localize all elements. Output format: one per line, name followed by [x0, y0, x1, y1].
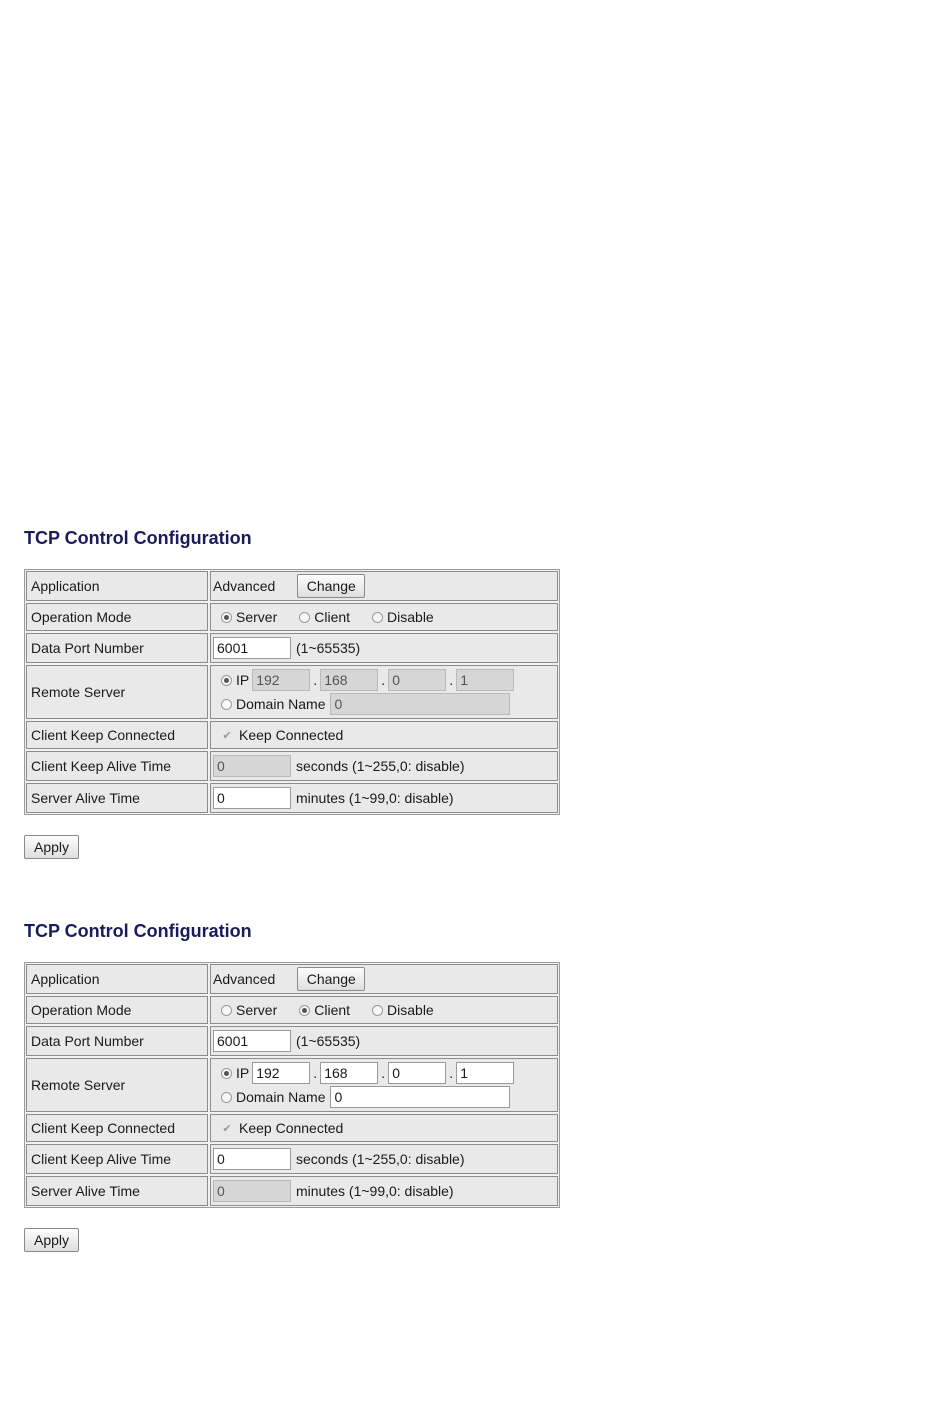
- domain-line: [213, 692, 510, 716]
- domain-line: [213, 1085, 510, 1109]
- server-alive-hint: minutes (1~99,0: disable): [296, 790, 454, 806]
- client-keep-alive-input[interactable]: 0: [213, 1148, 291, 1170]
- row-server-alive: [26, 783, 558, 813]
- client-keep-connected-label: Client Keep Connected: [26, 1114, 208, 1142]
- mode-disable-option[interactable]: [364, 609, 434, 625]
- client-keep-alive-hint: seconds (1~255,0: disable): [296, 758, 465, 774]
- remote-server-cell: [210, 1058, 558, 1112]
- radio-domain[interactable]: [221, 1092, 232, 1103]
- mode-client-label: Client: [314, 1002, 351, 1018]
- remote-server-cell: [210, 665, 558, 719]
- client-keep-alive-label: Client Keep Alive Time: [26, 1144, 208, 1174]
- panel-title: TCP Control Configuration: [24, 528, 252, 548]
- row-operation-mode: [26, 996, 558, 1024]
- radio-disable[interactable]: [372, 1005, 383, 1016]
- ip-separator: .: [449, 672, 454, 688]
- ip-separator: .: [313, 672, 318, 688]
- config-table: [24, 569, 560, 815]
- mode-server-label: Server: [236, 1002, 278, 1018]
- mode-disable-option[interactable]: [364, 1002, 434, 1018]
- mode-server-label: Server: [236, 609, 278, 625]
- server-alive-cell: [210, 783, 558, 813]
- ip-label: IP: [236, 672, 250, 688]
- client-keep-alive-label: Client Keep Alive Time: [26, 751, 208, 781]
- server-alive-cell: [210, 1176, 558, 1206]
- radio-server[interactable]: [221, 612, 232, 623]
- panel-title: TCP Control Configuration: [24, 921, 252, 941]
- data-port-input[interactable]: 6001: [213, 1030, 291, 1052]
- row-data-port: [26, 1026, 558, 1056]
- remote-server-label: Remote Server: [26, 665, 208, 719]
- checkmark-icon[interactable]: ✔: [222, 1122, 232, 1135]
- client-keep-connected-label: Client Keep Connected: [26, 721, 208, 749]
- row-client-keep-connected: [26, 721, 558, 749]
- operation-mode-options: [210, 603, 558, 631]
- data-port-input[interactable]: 6001: [213, 637, 291, 659]
- application-value: Advanced: [213, 578, 276, 594]
- application-label: Application: [26, 571, 208, 601]
- mode-client-label: Client: [314, 609, 351, 625]
- row-client-keep-connected: [26, 1114, 558, 1142]
- client-keep-connected-cell: [210, 1114, 558, 1142]
- config-table: [24, 962, 560, 1208]
- apply-button[interactable]: Apply: [24, 835, 79, 859]
- data-port-label: Data Port Number: [26, 633, 208, 663]
- row-client-keep-alive: [26, 1144, 558, 1174]
- ip-separator: .: [381, 672, 386, 688]
- row-remote-server: [26, 665, 558, 719]
- domain-label: Domain Name: [236, 1089, 326, 1105]
- client-keep-connected-cell: [210, 721, 558, 749]
- data-port-label: Data Port Number: [26, 1026, 208, 1056]
- ip-separator: .: [449, 1065, 454, 1081]
- remote-server-label: Remote Server: [26, 1058, 208, 1112]
- ip-separator: .: [381, 1065, 386, 1081]
- ip-line: [213, 1061, 514, 1085]
- server-alive-label: Server Alive Time: [26, 783, 208, 813]
- radio-ip[interactable]: [221, 1068, 232, 1079]
- data-port-cell: [210, 633, 558, 663]
- data-port-hint: (1~65535): [296, 1033, 361, 1049]
- tcp-config-panel-client: [24, 919, 564, 1252]
- row-application: [26, 964, 558, 994]
- ip-octet-4[interactable]: 1: [456, 669, 514, 691]
- mode-disable-label: Disable: [387, 1002, 434, 1018]
- domain-input[interactable]: 0: [330, 693, 510, 715]
- radio-domain[interactable]: [221, 699, 232, 710]
- client-keep-alive-input[interactable]: 0: [213, 755, 291, 777]
- client-keep-alive-cell: [210, 1144, 558, 1174]
- ip-octet-2[interactable]: 168: [320, 1062, 378, 1084]
- row-application: [26, 571, 558, 601]
- data-port-cell: [210, 1026, 558, 1056]
- server-alive-label: Server Alive Time: [26, 1176, 208, 1206]
- tcp-config-panel-server: [24, 526, 564, 859]
- radio-client[interactable]: [299, 1005, 310, 1016]
- operation-mode-label: Operation Mode: [26, 996, 208, 1024]
- row-data-port: [26, 633, 558, 663]
- ip-octet-3[interactable]: 0: [388, 669, 446, 691]
- checkmark-icon[interactable]: ✔: [222, 729, 232, 742]
- change-button[interactable]: Change: [297, 967, 365, 991]
- row-server-alive: [26, 1176, 558, 1206]
- keep-connected-label: Keep Connected: [239, 727, 344, 743]
- data-port-hint: (1~65535): [296, 640, 361, 656]
- ip-octet-4[interactable]: 1: [456, 1062, 514, 1084]
- radio-server[interactable]: [221, 1005, 232, 1016]
- radio-disable[interactable]: [372, 612, 383, 623]
- radio-client[interactable]: [299, 612, 310, 623]
- apply-button[interactable]: Apply: [24, 1228, 79, 1252]
- client-keep-alive-cell: [210, 751, 558, 781]
- row-operation-mode: [26, 603, 558, 631]
- ip-octet-1[interactable]: 192: [252, 1062, 310, 1084]
- server-alive-input[interactable]: 0: [213, 787, 291, 809]
- mode-client-option[interactable]: [291, 1002, 350, 1018]
- keep-connected-label: Keep Connected: [239, 1120, 344, 1136]
- mode-server-option[interactable]: [213, 609, 277, 625]
- ip-octet-3[interactable]: 0: [388, 1062, 446, 1084]
- domain-label: Domain Name: [236, 696, 326, 712]
- ip-octet-1[interactable]: 192: [252, 669, 310, 691]
- operation-mode-options: [210, 996, 558, 1024]
- ip-label: IP: [236, 1065, 250, 1081]
- domain-input[interactable]: 0: [330, 1086, 510, 1108]
- operation-mode-label: Operation Mode: [26, 603, 208, 631]
- row-remote-server: [26, 1058, 558, 1112]
- server-alive-input[interactable]: 0: [213, 1180, 291, 1202]
- ip-octet-2[interactable]: 168: [320, 669, 378, 691]
- server-alive-hint: minutes (1~99,0: disable): [296, 1183, 454, 1199]
- change-button[interactable]: Change: [297, 574, 365, 598]
- ip-separator: .: [313, 1065, 318, 1081]
- mode-disable-label: Disable: [387, 609, 434, 625]
- client-keep-alive-hint: seconds (1~255,0: disable): [296, 1151, 465, 1167]
- application-label: Application: [26, 964, 208, 994]
- application-value-cell: [210, 571, 558, 601]
- mode-client-option[interactable]: [291, 609, 350, 625]
- application-value-cell: [210, 964, 558, 994]
- ip-line: [213, 668, 514, 692]
- radio-ip[interactable]: [221, 675, 232, 686]
- row-client-keep-alive: [26, 751, 558, 781]
- mode-server-option[interactable]: [213, 1002, 277, 1018]
- application-value: Advanced: [213, 971, 276, 987]
